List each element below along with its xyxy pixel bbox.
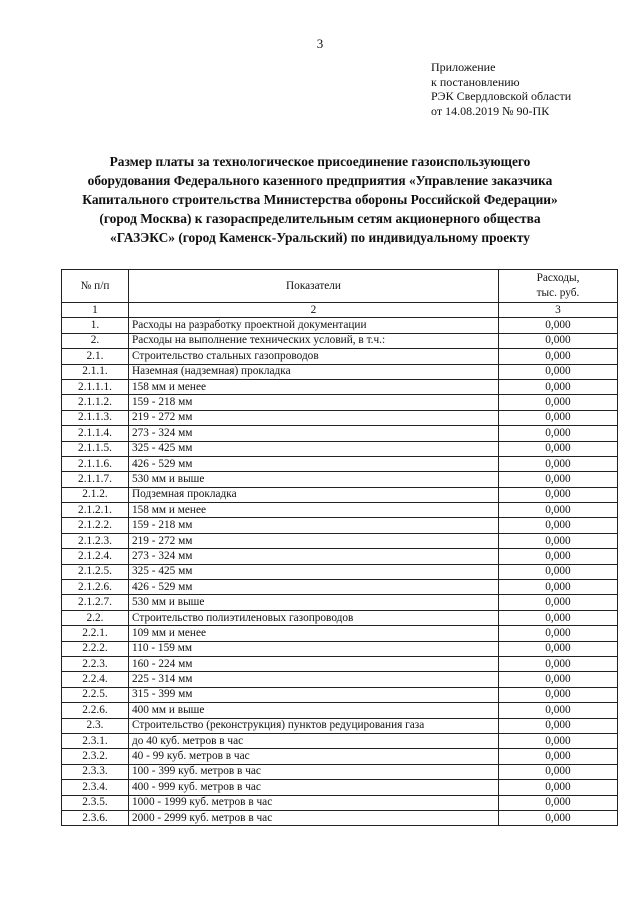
column-number: 3 xyxy=(499,303,618,318)
row-label: 400 мм и выше xyxy=(129,703,499,718)
row-value: 0,000 xyxy=(499,503,618,518)
table-row xyxy=(62,656,618,671)
row-label: 315 - 399 мм xyxy=(129,687,499,702)
row-label: 225 - 314 мм xyxy=(129,672,499,687)
row-value: 0,000 xyxy=(499,687,618,702)
row-value: 0,000 xyxy=(499,610,618,625)
row-label: 160 - 224 мм xyxy=(129,656,499,671)
row-number: 2.1.2.5. xyxy=(62,564,129,579)
header-indicator: Показатели xyxy=(129,270,499,303)
table-row xyxy=(62,687,618,702)
row-number: 2.2.3. xyxy=(62,656,129,671)
header-cost-line2: тыс. руб. xyxy=(536,287,580,299)
appendix-line: РЭК Свердловской области xyxy=(431,89,572,103)
row-value: 0,000 xyxy=(499,426,618,441)
table-row xyxy=(62,641,618,656)
row-value: 0,000 xyxy=(499,780,618,795)
table-row xyxy=(62,672,618,687)
row-number: 2.1.1.3. xyxy=(62,410,129,425)
row-value: 0,000 xyxy=(499,410,618,425)
table-row xyxy=(62,456,618,471)
row-label: до 40 куб. метров в час xyxy=(129,733,499,748)
table-row xyxy=(62,410,618,425)
row-value: 0,000 xyxy=(499,672,618,687)
table-row xyxy=(62,610,618,625)
table-row xyxy=(62,395,618,410)
header-cost xyxy=(499,270,618,303)
row-value: 0,000 xyxy=(499,333,618,348)
row-value: 0,000 xyxy=(499,626,618,641)
row-value: 0,000 xyxy=(499,318,618,333)
table-row xyxy=(62,487,618,502)
row-value: 0,000 xyxy=(499,456,618,471)
row-value: 0,000 xyxy=(499,749,618,764)
title-line: оборудования Федерального казенного предприятия «Управление заказчика xyxy=(87,173,553,188)
table-row xyxy=(62,318,618,333)
row-value: 0,000 xyxy=(499,764,618,779)
table-row xyxy=(62,749,618,764)
row-number: 2.3. xyxy=(62,718,129,733)
row-value: 0,000 xyxy=(499,549,618,564)
row-number: 2.3.5. xyxy=(62,795,129,810)
row-number: 2.3.6. xyxy=(62,810,129,825)
row-number: 2.1.2.2. xyxy=(62,518,129,533)
table-row xyxy=(62,795,618,810)
table-body xyxy=(62,303,618,826)
row-label: 325 - 425 мм xyxy=(129,441,499,456)
row-label: 159 - 218 мм xyxy=(129,395,499,410)
row-value: 0,000 xyxy=(499,656,618,671)
row-number: 2.3.4. xyxy=(62,780,129,795)
document-title xyxy=(40,152,600,247)
row-value: 0,000 xyxy=(499,472,618,487)
appendix-line: Приложение xyxy=(431,60,496,74)
row-label: 273 - 324 мм xyxy=(129,549,499,564)
row-value: 0,000 xyxy=(499,810,618,825)
row-label: 1000 - 1999 куб. метров в час xyxy=(129,795,499,810)
row-label: 530 мм и выше xyxy=(129,595,499,610)
row-number: 2.1.1.7. xyxy=(62,472,129,487)
row-number: 2.1.1. xyxy=(62,364,129,379)
row-label: 158 мм и менее xyxy=(129,503,499,518)
row-number: 2.3.2. xyxy=(62,749,129,764)
title-line: Капитального строительства Министерства обороны Российской Федерации» xyxy=(82,192,558,207)
row-label: 158 мм и менее xyxy=(129,379,499,394)
table-header-row xyxy=(62,270,618,303)
row-number: 2.1.1.5. xyxy=(62,441,129,456)
table-row xyxy=(62,733,618,748)
row-number: 2.2.6. xyxy=(62,703,129,718)
table-row xyxy=(62,518,618,533)
table-row xyxy=(62,780,618,795)
fee-table xyxy=(61,269,618,826)
title-line: Размер платы за технологическое присоединение газоиспользующего xyxy=(109,154,531,169)
header-num: № п/п xyxy=(62,270,129,303)
title-line: (город Москва) к газораспределительным сетям акционерного общества xyxy=(99,211,541,226)
row-value: 0,000 xyxy=(499,718,618,733)
table-row xyxy=(62,364,618,379)
row-number: 2.2. xyxy=(62,610,129,625)
appendix-line: к постановлению xyxy=(431,74,520,89)
row-value: 0,000 xyxy=(499,580,618,595)
table-row xyxy=(62,503,618,518)
row-label: 109 мм и менее xyxy=(129,626,499,641)
row-number: 2.3.1. xyxy=(62,733,129,748)
row-number: 2.3.3. xyxy=(62,764,129,779)
row-label: 426 - 529 мм xyxy=(129,456,499,471)
row-number: 2.1.1.6. xyxy=(62,456,129,471)
row-value: 0,000 xyxy=(499,364,618,379)
column-number: 2 xyxy=(129,303,499,318)
row-number: 2.1.2. xyxy=(62,487,129,502)
row-label: 219 - 272 мм xyxy=(129,533,499,548)
row-label: 400 - 999 куб. метров в час xyxy=(129,780,499,795)
row-label: 100 - 399 куб. метров в час xyxy=(129,764,499,779)
row-number: 2.2.2. xyxy=(62,641,129,656)
row-number: 2.1.1.1. xyxy=(62,379,129,394)
row-value: 0,000 xyxy=(499,703,618,718)
row-value: 0,000 xyxy=(499,795,618,810)
row-label: Наземная (надземная) прокладка xyxy=(129,364,499,379)
table-row xyxy=(62,426,618,441)
table-row xyxy=(62,764,618,779)
table-row xyxy=(62,549,618,564)
row-label: 273 - 324 мм xyxy=(129,426,499,441)
row-value: 0,000 xyxy=(499,487,618,502)
column-number: 1 xyxy=(62,303,129,318)
row-number: 2.1.1.2. xyxy=(62,395,129,410)
row-label: 426 - 529 мм xyxy=(129,580,499,595)
page-number: 3 xyxy=(316,36,324,51)
appendix-block xyxy=(431,60,571,118)
table-row xyxy=(62,703,618,718)
row-number: 2. xyxy=(62,333,129,348)
row-number: 2.1.2.1. xyxy=(62,503,129,518)
row-label: 110 - 159 мм xyxy=(129,641,499,656)
row-number: 2.2.1. xyxy=(62,626,129,641)
row-number: 2.2.4. xyxy=(62,672,129,687)
table-row xyxy=(62,810,618,825)
row-value: 0,000 xyxy=(499,379,618,394)
table-row xyxy=(62,595,618,610)
row-label: 530 мм и выше xyxy=(129,472,499,487)
row-label: Строительство полиэтиленовых газопроводов xyxy=(129,610,499,625)
table-row xyxy=(62,580,618,595)
row-number: 2.1.1.4. xyxy=(62,426,129,441)
row-label: 219 - 272 мм xyxy=(129,410,499,425)
row-value: 0,000 xyxy=(499,533,618,548)
table-row xyxy=(62,564,618,579)
row-label: 40 - 99 куб. метров в час xyxy=(129,749,499,764)
row-label: Строительство стальных газопроводов xyxy=(129,349,499,364)
row-number: 2.1.2.7. xyxy=(62,595,129,610)
row-number: 2.2.5. xyxy=(62,687,129,702)
row-label: Строительство (реконструкция) пунктов редуцирования газа xyxy=(129,718,499,733)
title-line: «ГАЗЭКС» (город Каменск-Уральский) по индивидуальному проекту xyxy=(110,230,530,245)
row-label: Расходы на выполнение технических условий, в т.ч.: xyxy=(129,333,499,348)
row-value: 0,000 xyxy=(499,641,618,656)
row-value: 0,000 xyxy=(499,733,618,748)
row-value: 0,000 xyxy=(499,395,618,410)
row-value: 0,000 xyxy=(499,564,618,579)
row-value: 0,000 xyxy=(499,441,618,456)
row-number: 2.1.2.3. xyxy=(62,533,129,548)
row-value: 0,000 xyxy=(499,518,618,533)
column-number-row xyxy=(62,303,618,318)
row-value: 0,000 xyxy=(499,595,618,610)
row-number: 1. xyxy=(62,318,129,333)
table-row xyxy=(62,441,618,456)
table-row xyxy=(62,379,618,394)
row-value: 0,000 xyxy=(499,349,618,364)
row-number: 2.1. xyxy=(62,349,129,364)
row-number: 2.1.2.6. xyxy=(62,580,129,595)
table-row xyxy=(62,333,618,348)
table-row xyxy=(62,533,618,548)
row-label: 325 - 425 мм xyxy=(129,564,499,579)
table-row xyxy=(62,349,618,364)
row-label: 2000 - 2999 куб. метров в час xyxy=(129,810,499,825)
appendix-line: от 14.08.2019 № 90-ПК xyxy=(431,103,550,118)
header-cost-line1: Расходы, xyxy=(536,272,580,284)
row-label: Подземная прокладка xyxy=(129,487,499,502)
table-row xyxy=(62,626,618,641)
table-row xyxy=(62,472,618,487)
row-label: Расходы на разработку проектной документации xyxy=(129,318,499,333)
table-row xyxy=(62,718,618,733)
row-number: 2.1.2.4. xyxy=(62,549,129,564)
row-label: 159 - 218 мм xyxy=(129,518,499,533)
